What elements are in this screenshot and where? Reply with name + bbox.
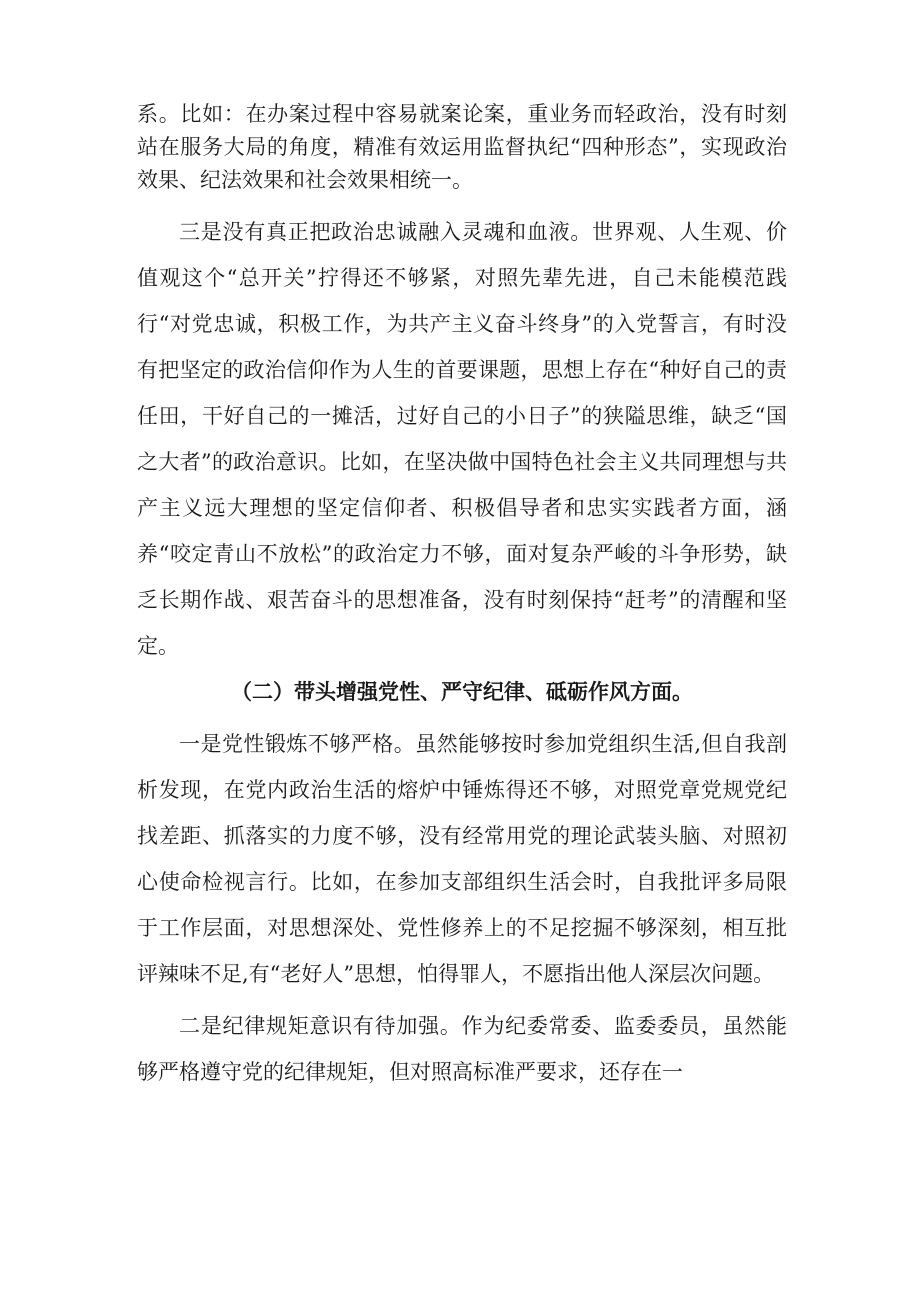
paragraph-party-spirit: 一是党性锻炼不够严格。虽然能够按时参加党组织生活,但自我剖析发现，在党内政治生活的熔炉中锤炼得还不够，对照党章党规党纪找差距、抓落实的力度不够，没有经常用党的理论武装头脑、对照初心使命检视言行。比如，在参加支部组织生活会时，自我批评多局限于工作层面，对思想深处、党性修养上的不足挖掘不够深刻，相互批评辣味不足,有“老好人”思想，怕得罪人，不愿指出他人深层次问题。 <box>137 732 787 986</box>
document-body <box>137 98 787 1095</box>
paragraph-continuation: 系。比如：在办案过程中容易就案论案，重业务而轻政治，没有时刻站在服务大局的角度，精准有效运用监督执纪“四种形态”，实现政治效果、纪法效果和社会效果相统一。 <box>137 102 787 192</box>
paragraph-discipline-awareness: 二是纪律规矩意识有待加强。作为纪委常委、监委委员，虽然能够严格遵守党的纪律规矩，但对照高标准严要求，还存在一 <box>137 1014 787 1084</box>
paragraph-political-loyalty: 三是没有真正把政治忠诚融入灵魂和血液。世界观、人生观、价值观这个“总开关”拧得还不够紧，对照先辈先进，自己未能模范践行“对党忠诚，积极工作，为共产主义奋斗终身”的入党誓言，有时没有把坚定的政治信仰作为人生的首要课题，思想上存在“种好自己的责任田，干好自己的一摊活，过好自己的小日子”的狭隘思维，缺乏“国之大者”的政治意识。比如，在坚决做中国特色社会主义共同理想与共产主义远大理想的坚定信仰者、积极倡导者和忠实实践者方面，涵养“咬定青山不放松”的政治定力不够，面对复杂严峻的斗争形势，缺乏长期作战、艰苦奋斗的思想准备，没有时刻保持“赶考”的清醒和坚定。 <box>137 220 787 658</box>
section-heading: （二）带头增强党性、严守纪律、砥砺作风方面。 <box>231 679 693 704</box>
